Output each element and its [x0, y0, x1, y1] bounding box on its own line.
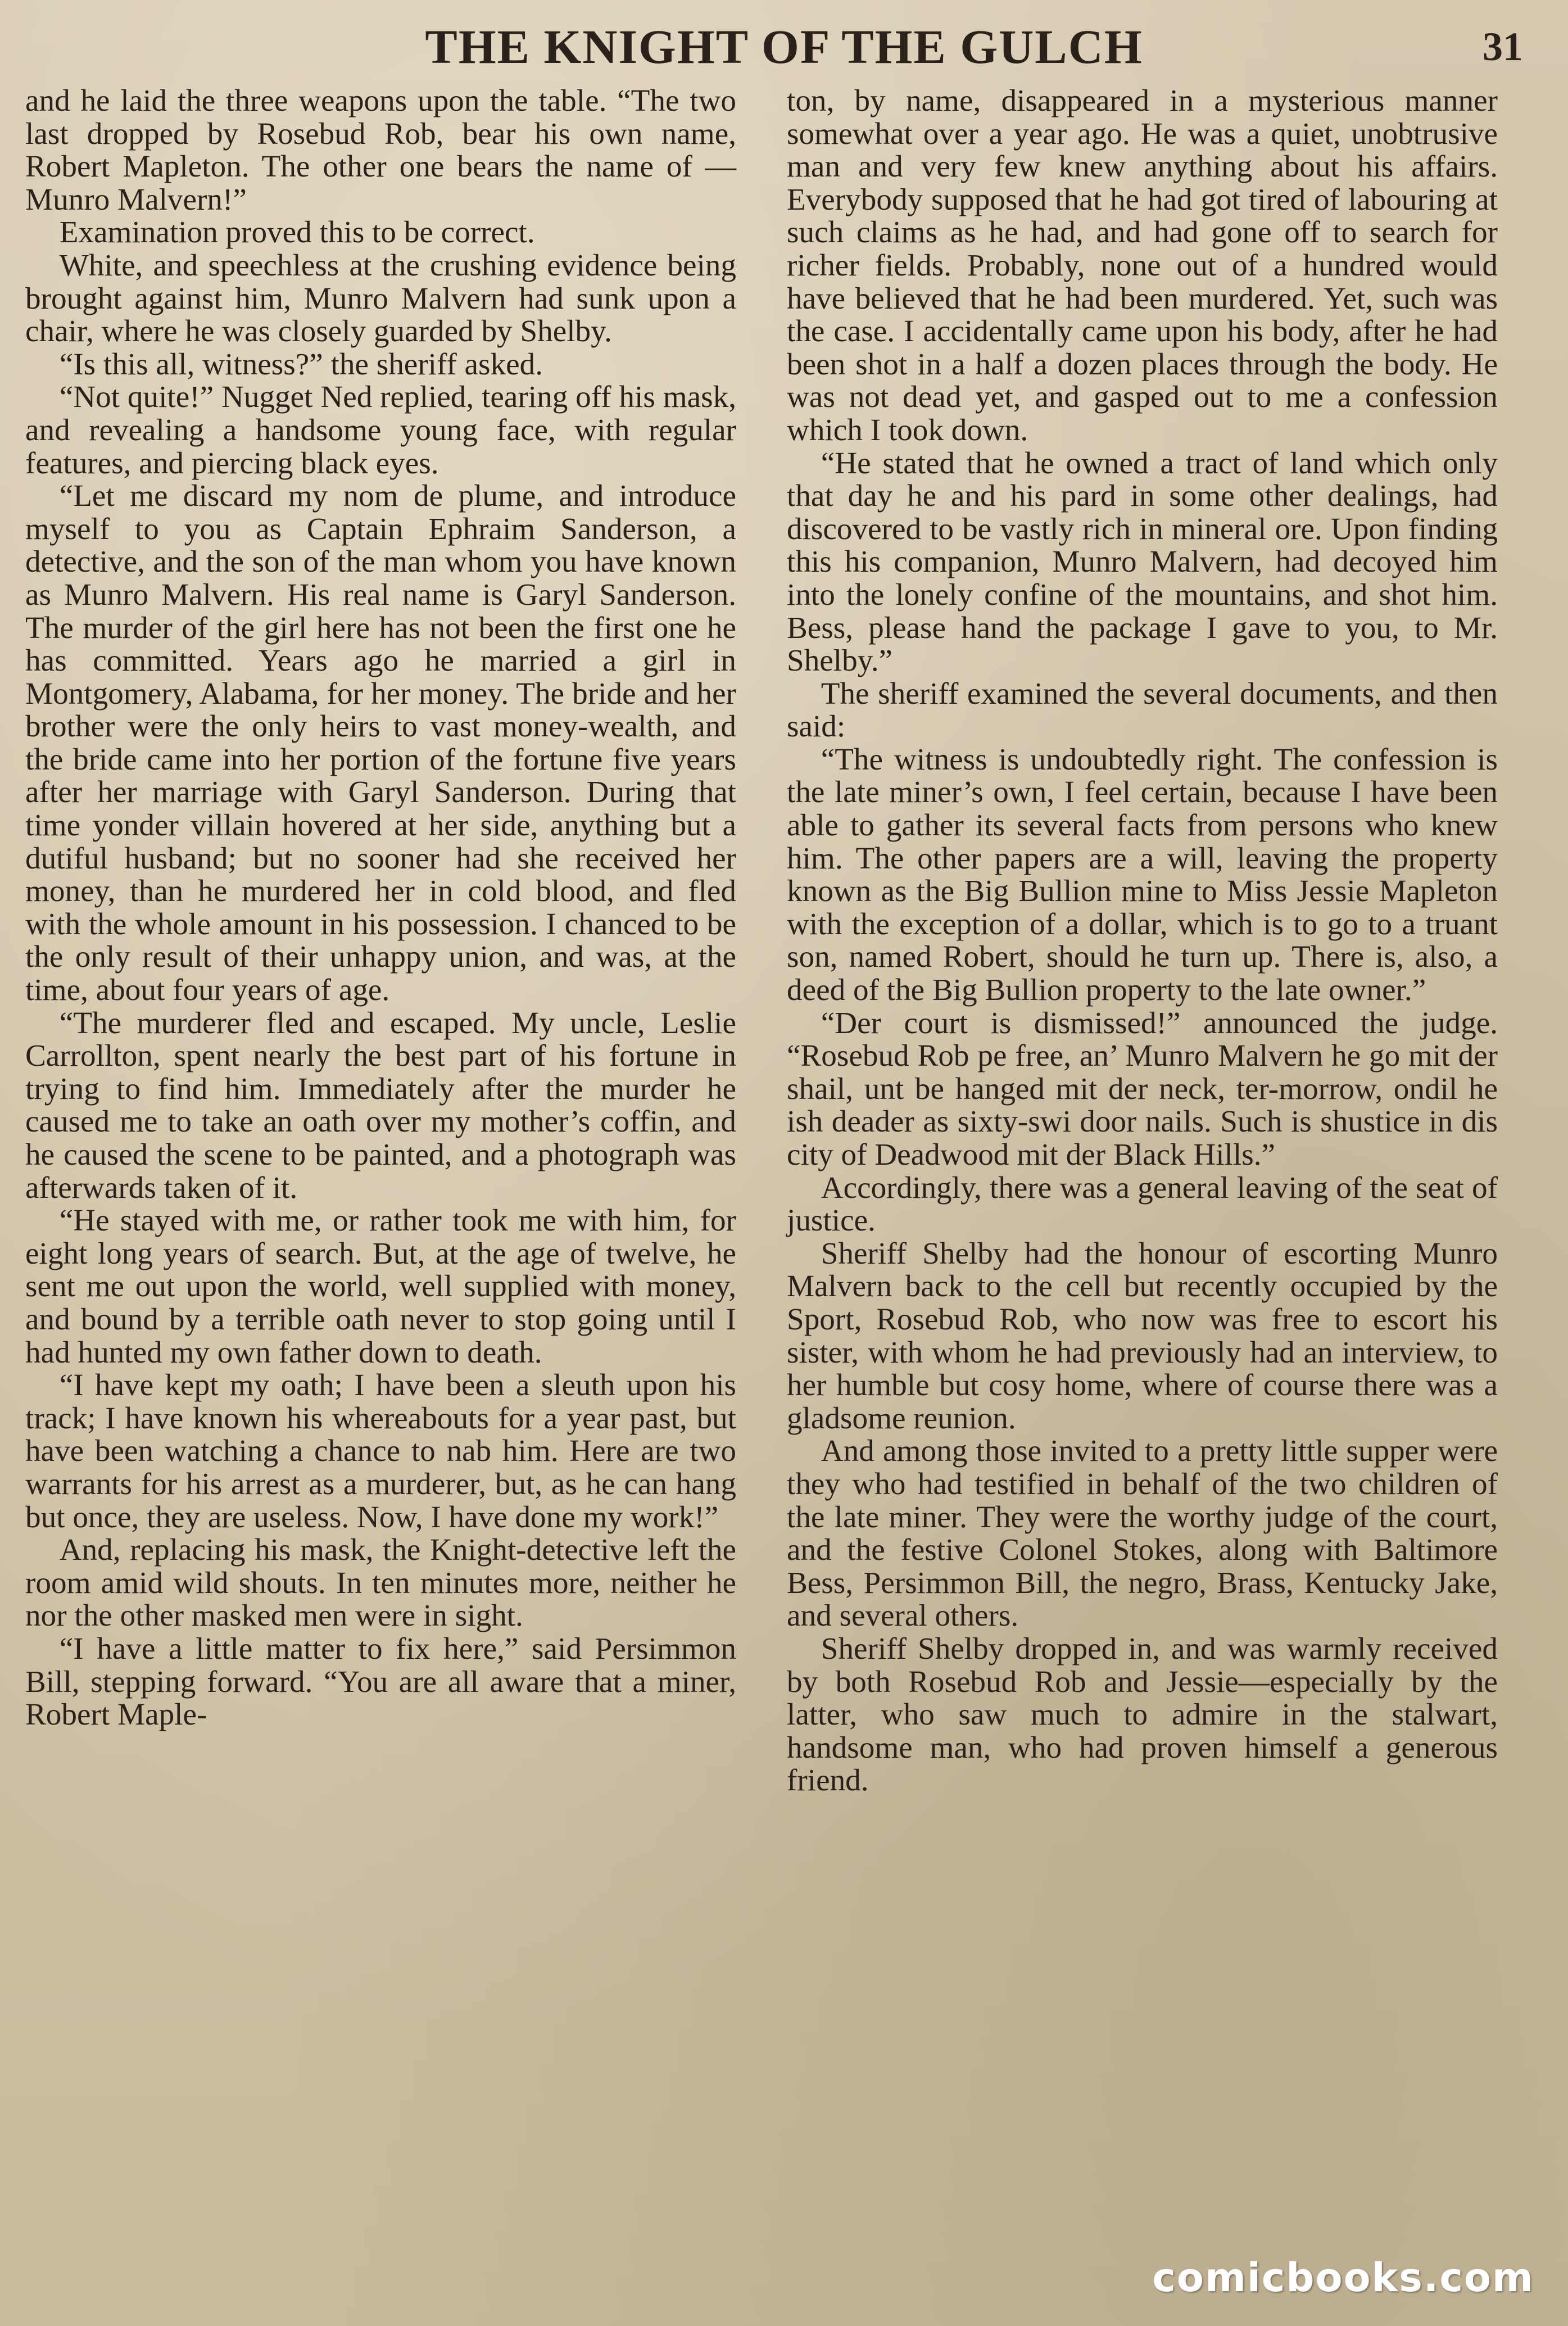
paragraph: “Let me discard my nom de plume, and introduce myself to you as Captain Ephraim Sanderson, a detective, and the son of the man whom you have known as Munro Malvern. His real name is Garyl Sanderson. The murder of the girl here has not been the first one he has committed. Years ago he married a girl in Montgomery, Alabama, for her money. The bride and her brother were the only heirs to vast money-wealth, and the bride came into her portion of the fortune five years after her marriage with Garyl Sanderson. During that time yonder villain hovered at her side, anything but a dutiful husband; but no sooner had she received her money, than he murdered her in cold blood, and fled with the whole amount in his possession. I chanced to be the only result of their unhappy union, and was, at the time, about four years of age. — [25, 478, 736, 1007]
right-text-column — [787, 84, 1498, 1797]
paragraph: And, replacing his mask, the Knight-detective left the room amid wild shouts. In ten minutes more, neither he nor the other masked men were in sight. — [25, 1532, 736, 1633]
paragraph: “I have a little matter to fix here,” said Persimmon Bill, stepping forward. “You are all aware that a miner, Robert Maple- — [25, 1631, 736, 1732]
site-watermark: comicbooks.com — [1152, 2255, 1534, 2301]
paragraph: “Der court is dismissed!” announced the judge. “Rosebud Rob pe free, an’ Munro Malvern he go mit der shail, unt be hanged mit der neck, ter-morrow, ondil he ish deader as sixty-swi door nails. Such is shustice in dis city of Deadwood mit der Black Hills.” — [787, 1005, 1498, 1171]
paragraph: “Not quite!” Nugget Ned replied, tearing off his mask, and revealing a handsome young face, with regular features, and piercing black eyes. — [25, 379, 736, 480]
page-header — [22, 16, 1546, 78]
paragraph: ton, by name, disappeared in a mysterious manner somewhat over a year ago. He was a quiet, unobtrusive man and very few knew anything about his affairs. Everybody supposed that he had got tired of labouring at such claims as he had, and had gone off to search for richer fields. Probably, none out of a hundred would have believed that he had been murdered. Yet, such was the case. I accidentally came upon his body, after he had been shot in a half a dozen places through the body. He was not dead yet, and gasped out to me a confession which I took down. — [787, 83, 1498, 447]
paragraph: White, and speechless at the crushing evidence being brought against him, Munro Malvern had sunk upon a chair, where he was closely guarded by Shelby. — [25, 247, 736, 349]
paragraph: “The witness is undoubtedly right. The confession is the late miner’s own, I feel certain, because I have been able to gather its several facts from persons who knew him. The other papers are a will, leaving the property known as the Big Bullion mine to Miss Jessie Mapleton with the exception of a dollar, which is to go to a truant son, named Robert, should he turn up. There is, also, a deed of the Big Bullion property to the late owner.” — [787, 741, 1498, 1007]
left-text-column — [25, 84, 736, 1731]
paragraph: “He stated that he owned a tract of land which only that day he and his pard in some other dealings, had discovered to be vastly rich in mineral ore. Upon finding this his companion, Munro Malvern, had decoyed him into the lonely confine of the mountains, and shot him. Bess, please hand the package I gave to you, to Mr. Shelby.” — [787, 445, 1498, 678]
running-title: THE KNIGHT OF THE GULCH — [425, 20, 1143, 74]
paragraph: “The murderer fled and escaped. My uncle, Leslie Carrollton, spent nearly the best part of his fortune in trying to find him. Immediately after the murder he caused me to take an oath over my mother’s coffin, and he caused the scene to be painted, and a photograph was afterwards taken of it. — [25, 1005, 736, 1205]
paragraph: The sheriff examined the several documents, and then said: — [787, 676, 1498, 744]
paragraph: Accordingly, there was a general leaving of the seat of justice. — [787, 1170, 1498, 1238]
paragraph: “He stayed with me, or rather took me with him, for eight long years of search. But, at the age of twelve, he sent me out upon the world, well supplied with money, and bound by a terrible oath never to stop going until I had hunted my own father down to death. — [25, 1203, 736, 1369]
page-number: 31 — [1483, 24, 1523, 69]
paragraph: And among those invited to a pretty little supper were they who had testified in behalf of the two children of the late miner. They were the worthy judge of the court, and the festive Colonel Stokes, along with Baltimore Bess, Persimmon Bill, the negro, Brass, Kentucky Jake, and several others. — [787, 1433, 1498, 1633]
paragraph: “I have kept my oath; I have been a sleuth upon his track; I have known his whereabouts for a year past, but have been watching a chance to nab him. Here are two warrants for his arrest as a murderer, but, as he can hang but once, they are useless. Now, I have done my work!” — [25, 1368, 736, 1534]
paragraph: Sheriff Shelby had the honour of escorting Munro Malvern back to the cell but recently occupied by the Sport, Rosebud Rob, who now was free to escort his sister, with whom he had previously had an interview, to her humble but cosy home, where of course there was a gladsome reunion. — [787, 1236, 1498, 1435]
paragraph: “Is this all, witness?” the sheriff asked. — [59, 346, 543, 381]
paragraph: Examination proved this to be correct. — [59, 215, 535, 250]
paragraph: Sheriff Shelby dropped in, and was warmly received by both Rosebud Rob and Jessie—especially by the latter, who saw much to admire in the stalwart, handsome man, who had proven himself a generous friend. — [787, 1631, 1498, 1798]
paragraph: and he laid the three weapons upon the table. “The two last dropped by Rosebud Rob, bear his own name, Robert Mapleton. The other one bears the name of —Munro Malvern!” — [25, 83, 736, 216]
